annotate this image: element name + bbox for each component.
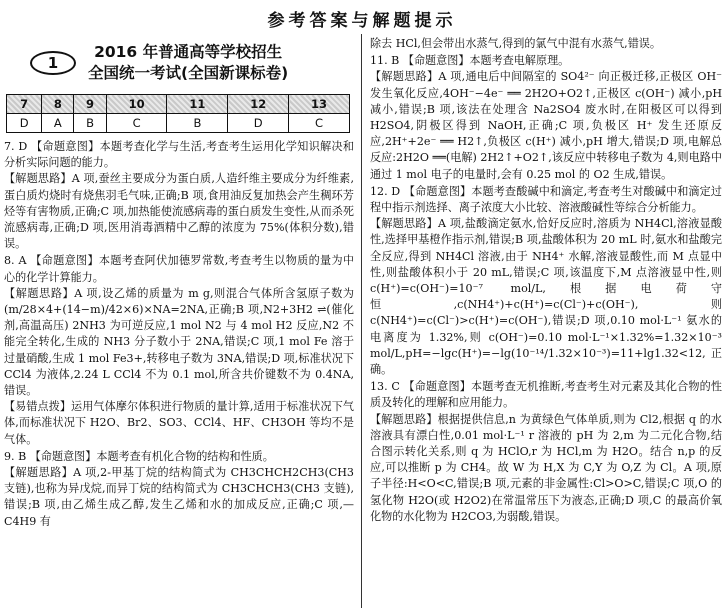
q13-heading: 13. C 【命题意图】本题考查无机推断,考查考生对元素及其化合物的性质及转化的理解和应用能力。	[370, 380, 722, 410]
column-divider	[361, 34, 362, 608]
exam-title	[88, 42, 288, 84]
exam-title-line2: 全国统一考试(全国新课标卷)	[88, 64, 289, 82]
q9-heading: 9. B 【命题意图】本题考查有机化合物的结构和性质。	[4, 449, 274, 463]
q7-explanation: 【解题思路】A 项,蚕丝主要成分为蛋白质,人造纤维主要成分为纤维素,蛋白质灼烧时有烧焦羽毛气味,正确;B 项,食用油反复加热会产生稠环芳烃等有害物质,正确;C 项,加热能使流感病毒的蛋白质发生变性,从而杀死流感病毒,正确;D 项,医用消毒酒精中乙醇的浓度为 75%(体积分数),错误。	[4, 172, 354, 251]
q8-heading: 8. A 【命题意图】本题考查阿伏加德罗常数,考查考生以物质的量为中心的化学计算能力。	[4, 254, 354, 284]
exam-title-line1: 2016 年普通高等学校招生	[94, 43, 283, 61]
question-number-cell: 9	[74, 95, 106, 114]
answer-cell: D	[228, 114, 289, 133]
q9-explanation: 【解题思路】A 项,2-甲基丁烷的结构简式为 CH3CHCH2CH3(CH3 支链),也称为异戊烷,而异丁烷的结构简式为 CH3CHCH3(CH3 支链),错误;B 项,由乙烯生成乙醇,发生乙烯和水的加成反应,正确;C 项,—C4H9 有	[4, 466, 354, 528]
page-title: 参考答案与解题提示	[267, 11, 457, 31]
q12-heading: 12. D 【命题意图】本题考查酸碱中和滴定,考查考生对酸碱中和滴定过程中指示剂选择、离子浓度大小比较、溶液酸碱性等综合分析能力。	[370, 184, 722, 215]
section-number-badge: 1	[30, 51, 76, 75]
question-number-cell: 12	[228, 95, 289, 114]
q12-explanation: 【解题思路】A 项,盐酸滴定氨水,恰好反应时,溶质为 NH4Cl,溶液显酸性,选择甲基橙作指示剂,错误;B 项,盐酸体积为 20 mL 时,氨水和盐酸完全反应,得到 NH4Cl 溶液,由于 NH4⁺ 水解,溶液显酸性,而 M 点显中性,则盐酸体积小于 20 mL,错误;C 项,该温度下,M 点溶液显中性,则 c(H⁺)=c(OH⁻)=10⁻⁷ mol/L,根据电荷守恒,c(NH4⁺)+c(H⁺)=c(Cl⁻)+c(OH⁻),则 c(NH4⁺)=c(Cl⁻)>c(H⁺)=c(OH⁻),错误;D 项,0.10 mol·L⁻¹ 氨水的电离度为 1.32%,则 c(OH⁻)=0.10 mol·L⁻¹×1.32%=1.32×10⁻³ mol/L,pH=−lgc(H⁺)=−lg(10⁻¹⁴/1.32×10⁻³)=11+lg1.32<12,正确。	[370, 217, 722, 377]
answer-table-header-row	[7, 95, 350, 114]
q7-heading: 7. D 【命题意图】本题考查化学与生活,考查考生运用化学知识解决和分析实际问题的能力。	[4, 140, 354, 170]
right-column	[370, 36, 722, 606]
left-column	[4, 36, 354, 606]
question-number-cell: 11	[167, 95, 228, 114]
question-number-cell: 13	[289, 95, 350, 114]
q8-error-tip: 【易错点拨】运用气体摩尔体积进行物质的量计算,适用于标准状况下气体,而标准状况下 H2O、Br2、SO3、CCl4、HF、CH3OH 等均不是气体。	[4, 400, 354, 446]
q11-heading: 11. B 【命题意图】本题考查电解原理。	[370, 54, 570, 68]
question-number-cell: 10	[106, 95, 167, 114]
answer-table	[6, 94, 350, 133]
answer-cell: A	[42, 114, 74, 133]
answer-cell: C	[289, 114, 350, 133]
question-number-cell: 8	[42, 95, 74, 114]
question-number-cell: 7	[7, 95, 42, 114]
answer-cell: D	[7, 114, 42, 133]
q11-explanation: 【解题思路】A 项,通电后中间隔室的 SO4²⁻ 向正极迁移,正极区 OH⁻ 发生氧化反应,4OH⁻−4e⁻ ══ 2H2O+O2↑,正极区 c(OH⁻) 减小,pH 减小,错误;B 项,该法在处理含 Na2SO4 废水时,在阳极区可以得到 H2SO4,阴极区得到 NaOH,正确;C 项,负极区 H⁺ 发生还原反应,2H⁺+2e⁻ ══ H2↑,负极区 c(H⁺) 减小,pH 增大,错误;D 项,电解总反应:2H2O ══(电解) 2H2↑+O2↑,该反应中转移电子数为 4,则电路中通过 1 mol 电子的电量时,会有 0.25 mol 的 O2 生成,错误。	[370, 70, 722, 181]
exam-header	[4, 38, 354, 88]
answer-cell: C	[106, 114, 167, 133]
q13-explanation: 【解题思路】根据提供信息,n 为黄绿色气体单质,则为 Cl2,根据 q 的水溶液具有漂白性,0.01 mol·L⁻¹ r 溶液的 pH 为 2,m 为二元化合物,结合图示转化关系,则 q 为 HClO,r 为 HCl,m 为 H2O。结合 n,p 的反应,可以推断 p 为 CH4。故 W 为 H,X 为 C,Y 为 O,Z 为 Cl。A 项,原子半径:H<O<C,错误;B 项,元素的非金属性:Cl>O>C,错误;C 项,O 的氢化物 H2O(或 H2O2)在常温常压下为液态,正确;D 项,C 的最高价氧化物的水化物为 H2CO3,为弱酸,错误。	[370, 412, 722, 523]
answer-table-answer-row	[7, 114, 350, 133]
answer-cell: B	[167, 114, 228, 133]
q10-explanation-tail: 除去 HCl,但会带出水蒸气,得到的氯气中混有水蒸气,错误。	[370, 37, 661, 50]
answer-cell: B	[74, 114, 106, 133]
q8-explanation: 【解题思路】A 项,设乙烯的质量为 m g,则混合气体所含氢原子数为 (m/28×4+(14−m)/42×6)×NA=2NA,正确;B 项,N2+3H2 ⇌(催化剂,高温高压) 2NH3 为可逆反应,1 mol N2 与 4 mol H2 反应,N2 不能完全转化,生成的 NH3 分子数小于 2NA,错误;C 项,1 mol Fe 溶于过量硝酸,生成 1 mol Fe3+,转移电子数为 3NA,错误;D 项,标准状况下 CCl4 为液体,2.24 L CCl4 不为 0.1 mol,所含共价键数不为 0.4NA,错误。	[4, 286, 354, 398]
